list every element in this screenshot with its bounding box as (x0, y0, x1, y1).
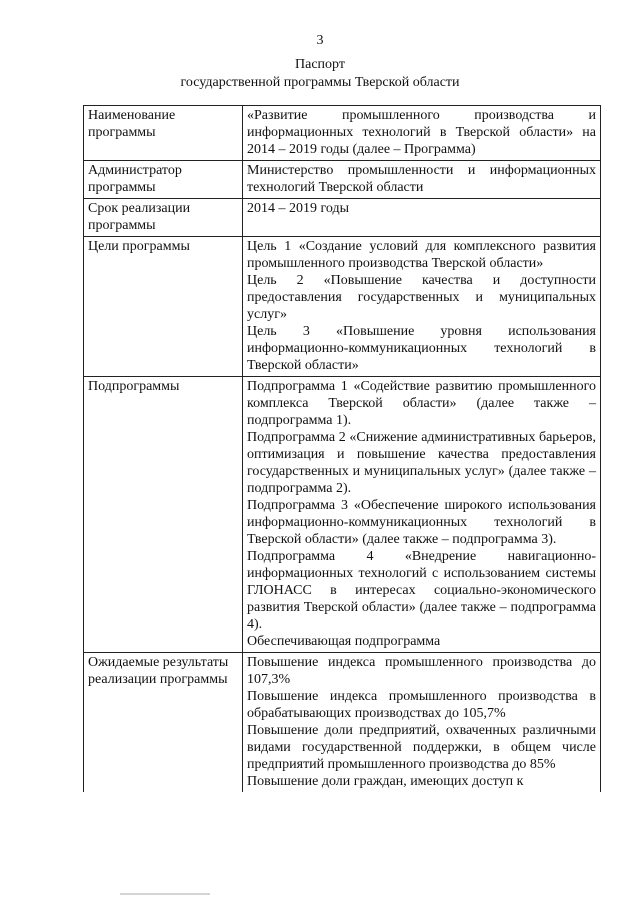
row-value (243, 106, 601, 161)
row-label: Срок реализации программы (84, 199, 243, 237)
paragraph: «Развитие промышленного производства и информационных технологий в Тверской области» на 2014 – 2019 годы (далее – Программа) (247, 108, 596, 157)
table-row-program-name (84, 106, 601, 161)
table-row-subprograms (84, 377, 601, 653)
row-value (243, 199, 601, 237)
paragraph: Министерство промышленности и информационных технологий Тверской области (247, 163, 596, 195)
row-value (243, 653, 601, 793)
row-label: Ожидаемые результаты реализации программы (84, 653, 243, 793)
table-row-goals (84, 237, 601, 377)
row-value (243, 161, 601, 199)
row-label: Подпрограммы (84, 377, 243, 653)
paragraph: Цель 2 «Повышение качества и доступности предоставления государственных и муниципальных услуг» (247, 273, 596, 322)
row-label: Цели программы (84, 237, 243, 377)
document-title (0, 56, 640, 92)
passport-table (83, 105, 601, 792)
paragraph: Цель 1 «Создание условий для комплексного развития промышленного производства Тверской области» (247, 239, 596, 271)
paragraph: Цель 3 «Повышение уровня использования информационно-коммуникационных технологий в Тверской области» (247, 324, 596, 373)
paragraph: Повышение индекса промышленного производства в обрабатывающих производствах до 105,7% (247, 689, 596, 721)
title-line-1: Паспорт (295, 57, 345, 72)
paragraph: Повышение доли граждан, имеющих доступ к (247, 774, 524, 789)
title-line-2: государственной программы Тверской области (180, 75, 460, 90)
paragraph: Повышение доли предприятий, охваченных различными видами государственной поддержки, в общем числе предприятий промышленного производства до 85% (247, 723, 596, 772)
table-row-administrator (84, 161, 601, 199)
paragraph: 2014 – 2019 годы (247, 201, 350, 216)
paragraph: Подпрограмма 3 «Обеспечение широкого использования информационно-коммуникационных технологий в Тверской области» (далее также – подпрограмма 3). (247, 498, 596, 547)
paragraph: Обеспечивающая подпрограмма (247, 634, 441, 649)
paragraph: Подпрограмма 1 «Содействие развитию промышленного комплекса Тверской области» (далее также – подпрограмма 1). (247, 379, 596, 428)
row-label: Наименование программы (84, 106, 243, 161)
paragraph: Подпрограмма 4 «Внедрение навигационно-информационных технологий с использованием системы ГЛОНАСС в интересах социально-экономического развития Тверской области» (далее также – подпрограмма 4). (247, 549, 596, 632)
row-value (243, 237, 601, 377)
table-row-term (84, 199, 601, 237)
paragraph: Подпрограмма 2 «Снижение административных барьеров, оптимизация и повышение качества предоставления государственных и муниципальных услуг» (далее также – подпрограмма 2). (247, 430, 596, 496)
table-row-expected-results (84, 653, 601, 793)
paragraph: Повышение индекса промышленного производства до 107,3% (247, 655, 596, 687)
scan-artifact (120, 893, 210, 895)
row-label: Администратор программы (84, 161, 243, 199)
page-number: 3 (316, 33, 324, 48)
row-value (243, 377, 601, 653)
